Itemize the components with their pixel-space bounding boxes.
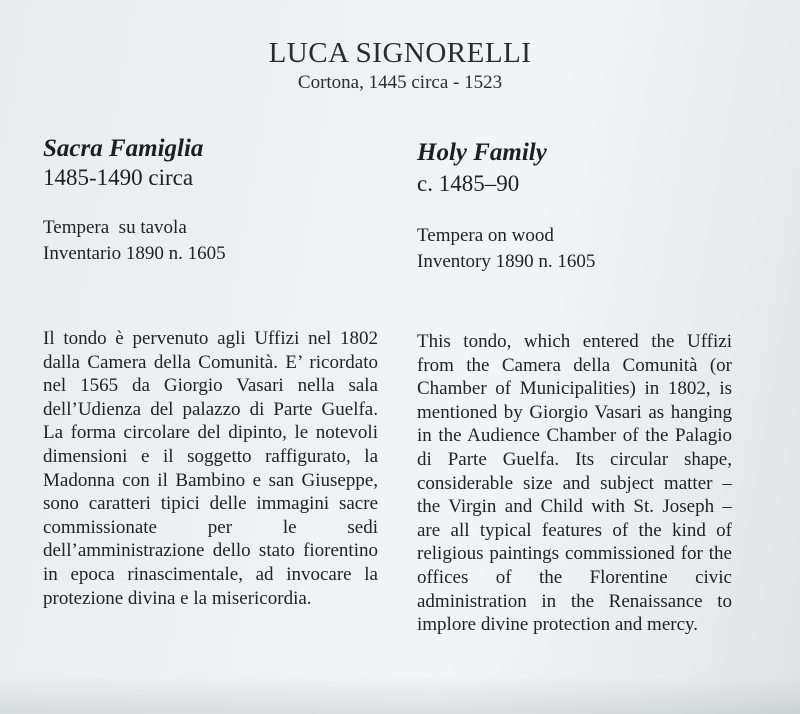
work-title-english: Holy Family <box>417 139 547 166</box>
work-date-italian: 1485-1490 circa <box>43 165 194 190</box>
work-date-english: c. 1485–90 <box>417 171 520 196</box>
artist-dates: Cortona, 1445 circa - 1523 <box>297 72 503 93</box>
artist-header <box>0 36 800 94</box>
italian-column <box>43 134 378 610</box>
card-bottom-shadow <box>0 676 800 714</box>
description-english: This tondo, which entered the Uffizi from the Camera della Comunità (or Chamber of Municipalities) in 1802, is mentioned by Giorgio Vasari as hanging in the Audience Chamber of the Palagio di Parte Guelfa. Its circular shape, considerable size and subject matter – the Virgin and Child with St. Joseph – are all typical features of the kind of religious paintings commissioned for the offices of the Florentine civic administration in the Renaissance to implore divine protection and mercy. <box>417 331 732 636</box>
english-column <box>417 134 732 637</box>
work-meta-italian <box>43 215 378 267</box>
description-italian: Il tondo è pervenuto agli Uffizi nel 1802 dalla Camera della Comunità. E’ ricordato nel 1565 da Giorgio Vasari nella sala dell’Udienza del palazzo di Parte Guelfa. La forma circolare del dipinto, le notevoli dimensioni e il soggetto raffigurato, la Madonna con il Bambino e san Giuseppe, sono caratteri tipici delle immagini sacre commissionate per le sedi dell’amministrazione dello stato fiorentino in epoca rinascimentale, ad invocare la protezione divina e la misericordia. <box>43 328 378 609</box>
work-title-italian: Sacra Famiglia <box>43 135 204 162</box>
inventory-italian: Inventario 1890 n. 1605 <box>43 243 226 264</box>
medium-italian: Tempera su tavola <box>43 217 187 238</box>
artist-name: LUCA SIGNORELLI <box>268 37 532 69</box>
inventory-english: Inventory 1890 n. 1605 <box>417 251 596 272</box>
work-meta-english <box>417 223 732 275</box>
medium-english: Tempera on wood <box>417 225 554 246</box>
